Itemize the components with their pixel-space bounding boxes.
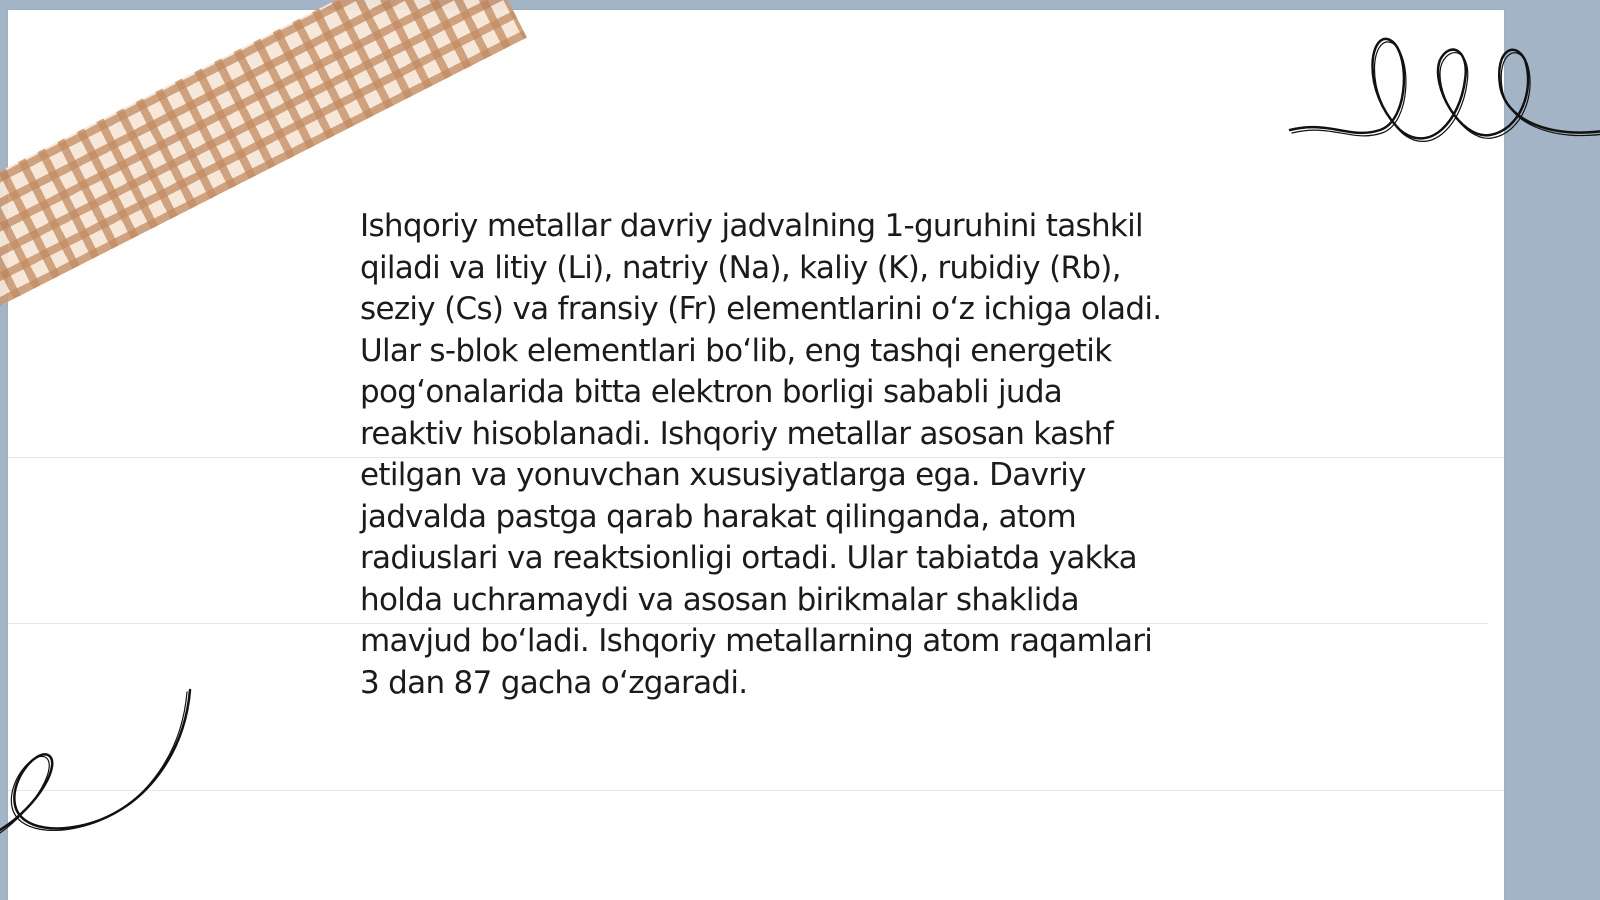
loop-scribble-doodle [1290,30,1600,160]
curl-scribble-doodle [0,690,200,850]
ruled-line [8,790,1504,791]
body-paragraph: Ishqoriy metallar davriy jadvalning 1-guruhini tashkil qiladi va litiy (Li), natriy (Na), kaliy (K), rubidiy (Rb), seziy (Cs) va fransiy (Fr) elementlarini o‘z ichiga oladi. Ular s-blok elementlari bo‘lib, eng tashqi energetik pog‘onalarida bitta elektron borligi sababli juda reaktiv hisoblanadi. Ishqoriy metallar asosan kashf etilgan va yonuvchan xususiyatlarga ega. Davriy jadvalda pastga qarab harakat qilinganda, atom radiuslari va reaktsionligi ortadi. Ular tabiatda yakka holda uchramaydi va asosan birikmalar shaklida mavjud bo‘ladi. Ishqoriy metallarning atom raqamlari 3 dan 87 gacha o‘zgaradi. [360,208,1162,701]
